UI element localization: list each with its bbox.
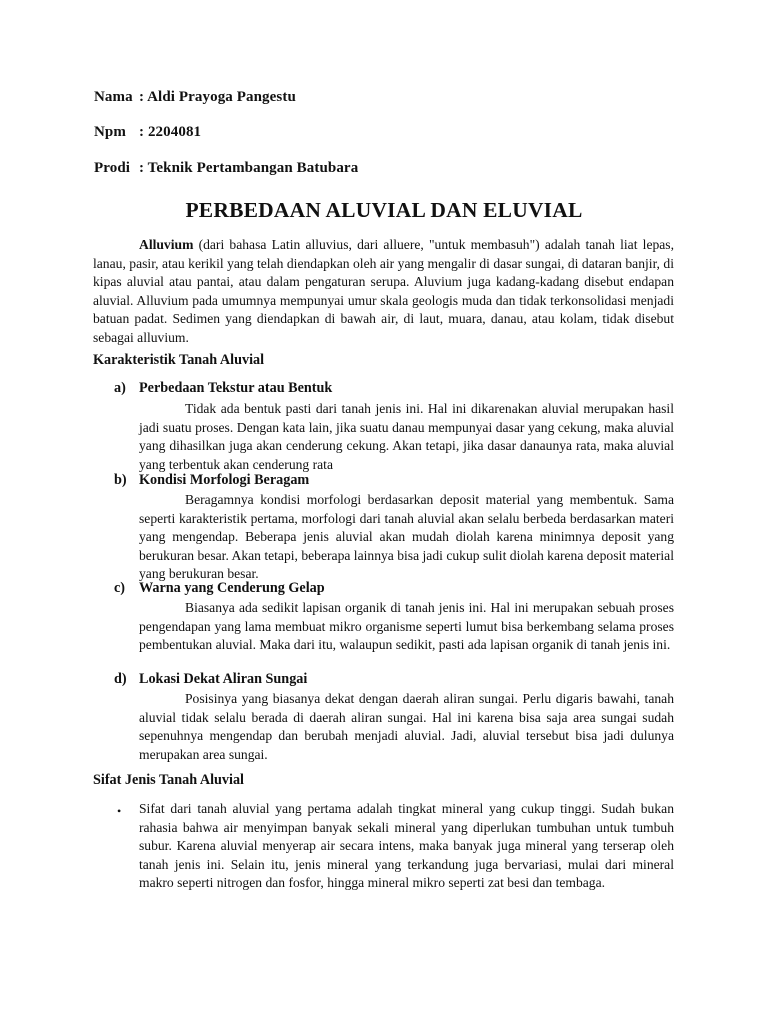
- bullet-text: Sifat dari tanah aluvial yang pertama adalah tingkat mineral yang cukup tinggi. Sudah bukan rahasia bahwa air menyimpan banyak sekali mineral yang diperlukan tumbuhan untuk tumbuh subur. Karena aluvial menyerap air secara intens, maka banyak juga mineral yang terserap oleh tanah jenis ini. Selain itu, jenis mineral yang terkandung juga bervariasi, mulai dari mineral makro seperti nitrogen dan fosfor, hingga mineral mikro seperti zat besi dan tembaga.: [139, 801, 674, 891]
- prodi-value: : Teknik Pertambangan Batubara: [139, 160, 359, 176]
- npm-label: Npm: [94, 124, 126, 140]
- section-heading-karakteristik: Karakteristik Tanah Aluvial: [93, 352, 265, 368]
- item-c-marker: c): [114, 580, 126, 596]
- name-label: Nama: [94, 89, 133, 105]
- item-c-title: [114, 580, 325, 597]
- item-a-title-text: Perbedaan Tekstur atau Bentuk: [139, 380, 333, 396]
- item-b-title: [114, 472, 309, 489]
- item-d-title: [114, 671, 307, 688]
- item-b-title-text: Kondisi Morfologi Beragam: [139, 472, 310, 488]
- prodi-line: [94, 160, 358, 177]
- section-heading-sifat: Sifat Jenis Tanah Aluvial: [93, 772, 244, 788]
- prodi-label: Prodi: [94, 160, 131, 176]
- item-d-marker: d): [114, 671, 127, 687]
- item-d-text: Posisinya yang biasanya dekat dengan daerah aliran sungai. Perlu digaris bawahi, tanah aluvial tidak selalu berada di daerah aliran sungai. Hal ini karena bisa saja area sungai sudah sepenuhnya mengendap dan berubah menjadi aluvial. Jadi, aluvial tersebut bisa jadi dulunya merupakan area sungai.: [139, 691, 674, 762]
- item-c-text: Biasanya ada sedikit lapisan organik di tanah jenis ini. Hal ini merupakan sebuah proses pengendapan yang lama membuat mikro organisme seperti lumut bisa berkembang selama proses pembentukan aluvial. Maka dari itu, walaupun sedikit, pasti ada lapisan organik di tanah jenis ini.: [139, 600, 674, 653]
- bullet-icon: •: [117, 804, 122, 818]
- item-a-marker: a): [114, 380, 126, 396]
- item-c-title-text: Warna yang Cenderung Gelap: [139, 580, 325, 596]
- item-b-text: Beragamnya kondisi morfologi berdasarkan deposit material yang membentuk. Sama seperti karakteristik pertama, morfologi dari tanah aluvial akan selalu berbeda berdasarkan materi yang mengendap. Beberapa jenis aluvial akan mudah diolah karena minimnya deposit yang berukuran besar. Akan tetapi, beberapa lainnya bisa jadi cukup sulit diolah karena deposit material yang berukuran besar.: [139, 492, 674, 582]
- item-b-marker: b): [114, 472, 127, 488]
- item-a-text: Tidak ada bentuk pasti dari tanah jenis ini. Hal ini dikarenakan aluvial merupakan hasil jadi suatu proses. Dengan kata lain, jika suatu danau mempunyai dasar yang cekung, maka aluvial yang dihasilkan juga akan cenderung cekung. Akan tetapi, jika dasar danaunya rata, maka aluvial yang terbentuk akan cenderung rata: [139, 401, 674, 472]
- item-a-title: [114, 380, 332, 397]
- npm-line: [94, 124, 201, 141]
- name-value: : Aldi Prayoga Pangestu: [139, 89, 296, 105]
- npm-value: : 2204081: [139, 124, 202, 140]
- name-line: [94, 89, 296, 106]
- document-title: PERBEDAAN ALUVIAL DAN ELUVIAL: [185, 198, 583, 222]
- intro-text: (dari bahasa Latin alluvius, dari alluere, "untuk membasuh") adalah tanah liat lepas, lanau, pasir, atau kerikil yang telah diendapkan oleh air yang mengalir di dasar sungai, di dataran banjir, di kipas aluvial atau pantai, atau dalam pengaturan serupa. Aluvium juga kadang-kadang disebut endapan aluvial. Alluvium pada umumnya mempunyai umur skala geologis muda dan tidak terkonsolidasi menjadi batuan padat. Sedimen yang diendapkan di bawah air, di laut, muara, danau, atau kolam, tidak disebut sebagai alluvium.: [93, 237, 674, 345]
- intro-paragraph: [93, 236, 674, 348]
- item-d-title-text: Lokasi Dekat Aliran Sungai: [139, 671, 308, 687]
- intro-term: Alluvium: [139, 237, 194, 252]
